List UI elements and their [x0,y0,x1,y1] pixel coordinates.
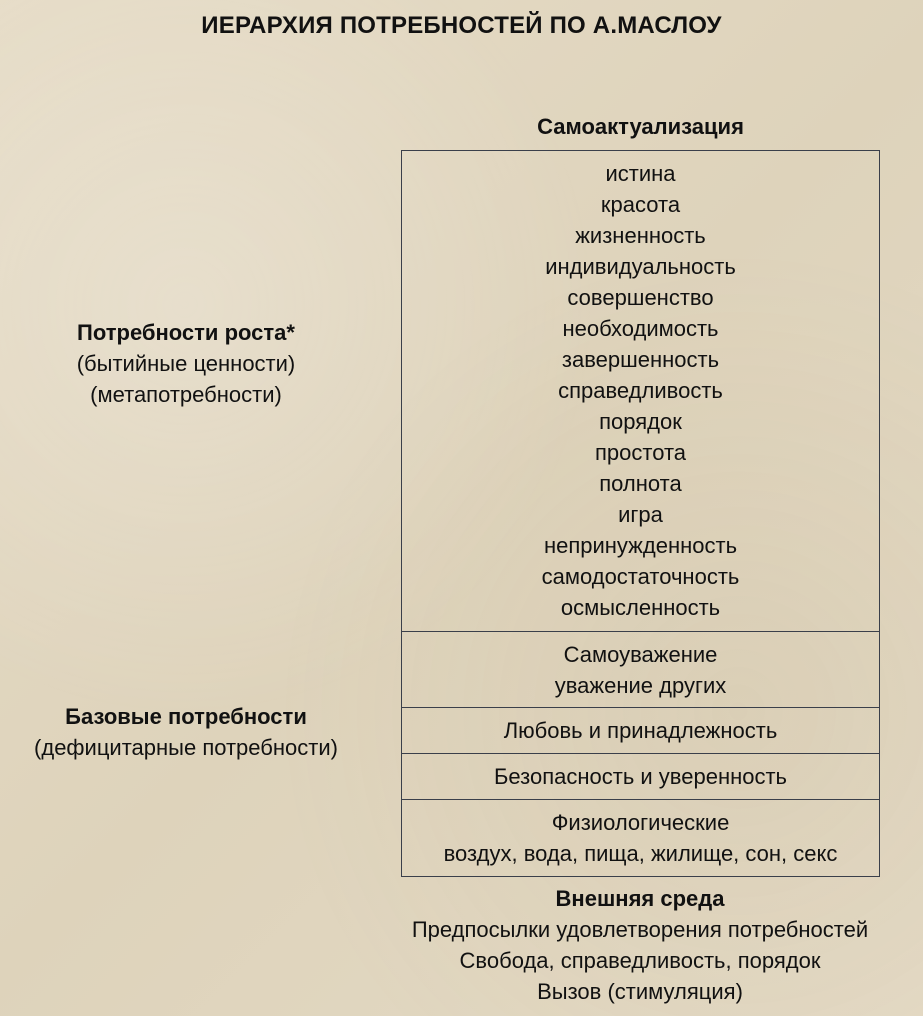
growth-needs-subtitle: (метапотребности) [90,382,282,407]
value-item: завершенность [561,347,720,372]
value-item: истина [605,161,676,186]
value-item: жизненность [575,223,706,248]
basic-needs-heading: Базовые потребности [65,704,307,729]
value-item: порядок [599,409,682,434]
level-self-actualization [402,151,879,632]
growth-needs-label [0,317,372,410]
level-safety [402,754,879,800]
value-item: самодостаточность [541,564,740,589]
physiological-line: Физиологические [551,810,730,835]
level-physiological [402,800,879,876]
growth-needs-heading: Потребности роста* [77,320,295,345]
needs-hierarchy-stack [401,150,880,877]
value-item: осмысленность [560,595,721,620]
growth-needs-subtitle: (бытийные ценности) [76,351,296,376]
value-item: игра [618,502,663,527]
value-item: индивидуальность [545,254,736,279]
self-actualization-heading: Самоактуализация [537,114,744,139]
value-item: красота [600,192,681,217]
external-environment [330,883,923,1007]
level-love-belonging [402,708,879,754]
value-item: непринужденность [543,533,738,558]
environment-line: Свобода, справедливость, порядок [459,948,821,973]
love-line: Любовь и принадлежность [503,718,778,743]
diagram-title: ИЕРАРХИЯ ПОТРЕБНОСТЕЙ ПО А.МАСЛОУ [201,12,722,39]
value-item: необходимость [562,316,719,341]
esteem-line: Самоуважение [563,642,718,667]
basic-needs-label [0,701,372,763]
environment-line: Вызов (стимуляция) [537,979,743,1004]
physiological-line: воздух, вода, пища, жилище, сон, секс [443,841,838,866]
level-esteem [402,632,879,708]
value-item: совершенство [567,285,714,310]
esteem-line: уважение других [554,673,727,698]
environment-line: Предпосылки удовлетворения потребностей [411,917,869,942]
environment-heading: Внешняя среда [555,886,725,911]
value-item: простота [594,440,687,465]
value-item: полнота [599,471,682,496]
basic-needs-subtitle: (дефицитарные потребности) [34,735,338,760]
safety-line: Безопасность и уверенность [493,764,788,789]
value-item: справедливость [558,378,723,403]
